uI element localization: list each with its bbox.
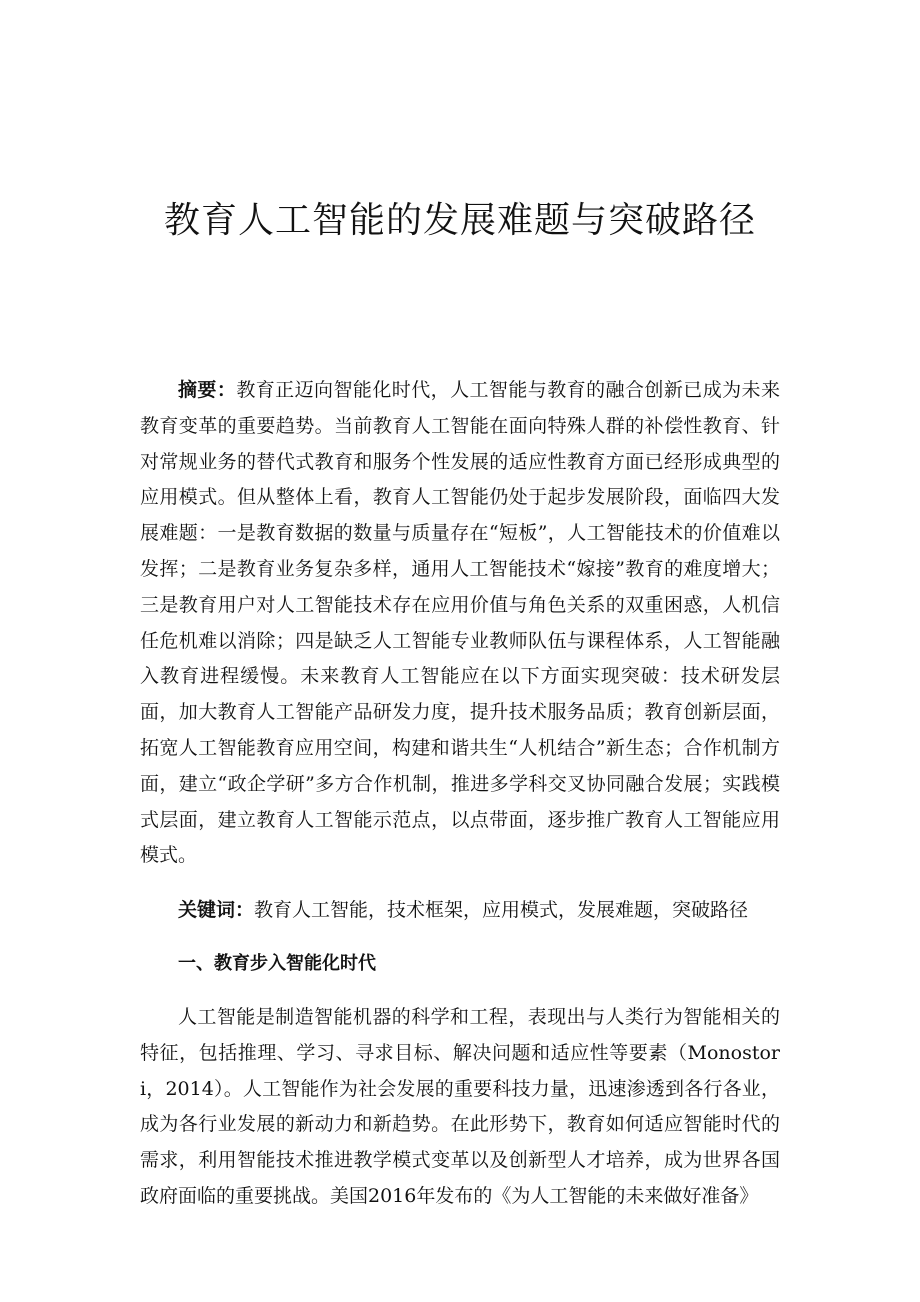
section-heading: 一、教育步入智能化时代 (178, 952, 376, 974)
abstract-text: 教育正迈向智能化时代，人工智能与教育的融合创新已成为未来教育变革的重要趋势。当前教育人工智能在面向特殊人群的补偿性教育、针对常规业务的替代式教育和服务个性发展的适应性教育方面已经形成典型的应用模式。但从整体上看，教育人工智能仍处于起步发展阶段，面临四大发展难题：一是教育数据的数量与质量存在“短板”，人工智能技术的价值难以发挥；二是教育业务复杂多样，通用人工智能技术“嫁接”教育的难度增大；三是教育用户对人工智能技术存在应用价值与角色关系的双重困惑，人机信任危机难以消除；四是缺乏人工智能专业教师队伍与课程体系，人工智能融入教育进程缓慢。未来教育人工智能应在以下方面实现突破：技术研发层面，加大教育人工智能产品研发力度，提升技术服务品质；教育创新层面，拓宽人工智能教育应用空间，构建和谐共生“人机结合”新生态；合作机制方面，建立“政企学研”多方合作机制，推进多学科交叉协同融合发展；实践模式层面，建立教育人工智能示范点，以点带面，逐步推广教育人工智能应用模式。 (140, 379, 780, 867)
section-paragraph: 人工智能是制造智能机器的科学和工程，表现出与人类行为智能相关的特征，包括推理、学习、寻求目标、解决问题和适应性等要素（Monostori，2014）。人工智能作为社会发展的重要科技力量，迅速渗透到各行各业，成为各行业发展的新动力和新趋势。在此形势下，教育如何适应智能时代的需求，利用智能技术推进教学模式变革以及创新型人才培养，成为世界各国政府面临的重要挑战。美国2016年发布的《为人工智能的未来做好准备》 (140, 1005, 780, 1207)
document-title: 教育人工智能的发展难题与突破路径 (163, 200, 756, 241)
keywords-paragraph (140, 893, 780, 929)
keywords-text: 教育人工智能，技术框架，应用模式，发展难题，突破路径 (254, 899, 749, 922)
keywords-label: 关键词： (178, 899, 255, 922)
abstract-label: 摘要： (178, 379, 237, 401)
document-body (140, 373, 780, 1215)
abstract-paragraph (140, 373, 780, 874)
